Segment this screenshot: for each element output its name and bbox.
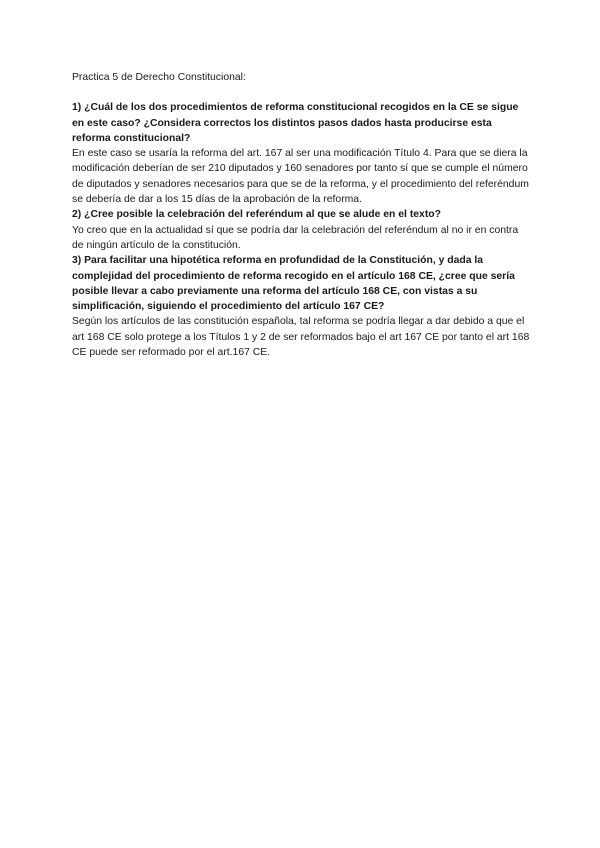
answer-3: Según los artículos de las constitución española, tal reforma se podría llegar a dar debido a que el art 168 CE solo protege a los Títulos 1 y 2 de ser reformados bajo el art 167 CE por tanto el art 168 CE puede ser reformado por el art.167 CE. <box>72 316 530 359</box>
document-page <box>72 70 532 360</box>
question-3: 3) Para facilitar una hipotética reforma en profundidad de la Constitución, y dada la complejidad del procedimiento de reforma recogido en el artículo 168 CE, ¿cree que sería posible llevar a cabo previamente una reforma del artículo 168 CE, con vistas a su simplificación, siguiendo el procedimiento del artículo 167 CE? <box>72 255 515 313</box>
answer-2: Yo creo que en la actualidad sí que se podría dar la celebración del referéndum al no ir en contra de ningún artículo de la constitución. <box>72 224 519 251</box>
answer-1: En este caso se usaría la reforma del art. 167 al ser una modificación Título 4. Para que se diera la modificación deberían de ser 210 diputados y 160 senadores por tanto sí que se cumple el número de diputados y senadores necesarios para que se de la reforma, y el procedimiento del referéndum se debería de dar a los 15 días de la aprobación de la reforma. <box>72 148 529 206</box>
document-title: Practica 5 de Derecho Constitucional: <box>72 72 246 83</box>
section-3 <box>72 253 532 360</box>
section-1 <box>72 100 532 207</box>
section-2 <box>72 207 532 253</box>
question-1: 1) ¿Cuál de los dos procedimientos de reforma constitucional recogidos en la CE se sigue en este caso? ¿Considera correctos los distintos pasos dados hasta producirse esta reforma constitucional? <box>72 102 519 144</box>
question-2: 2) ¿Cree posible la celebración del referéndum al que se alude en el texto? <box>72 209 441 221</box>
